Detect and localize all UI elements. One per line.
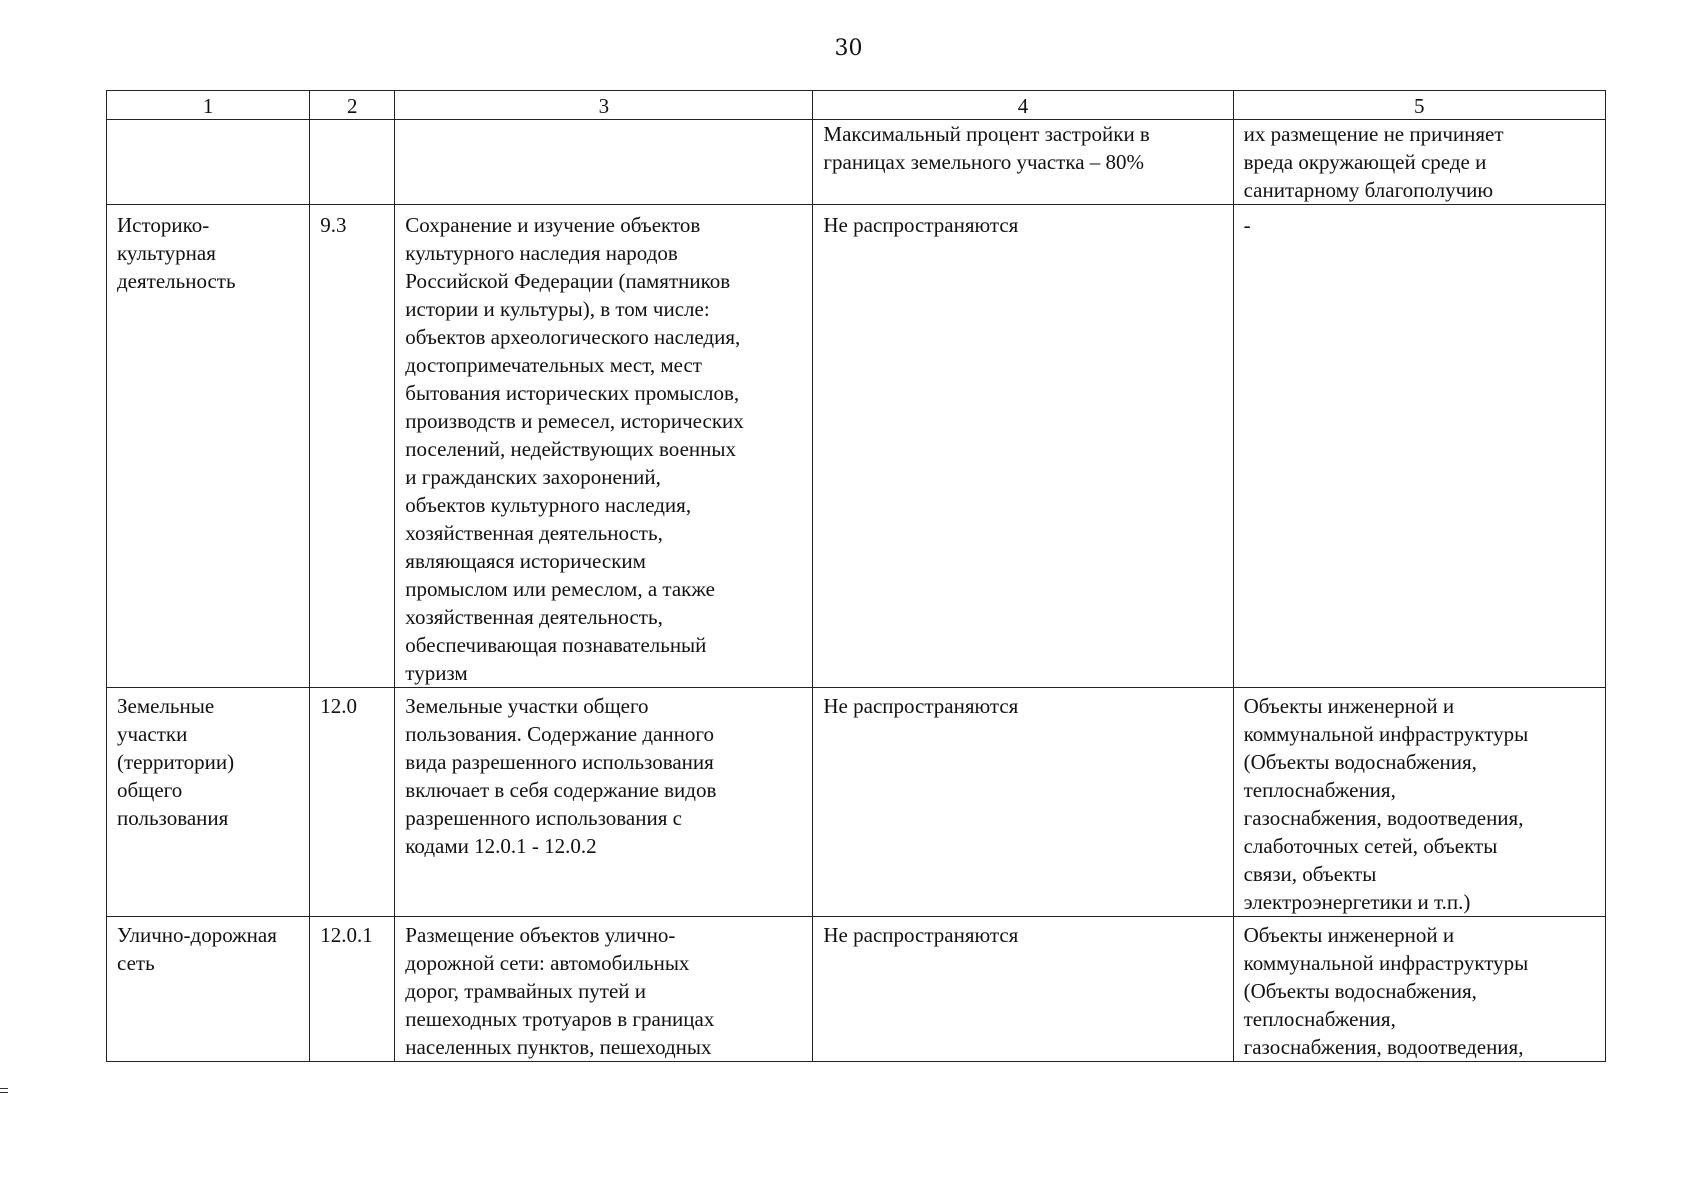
cell-params: Не распространяются <box>813 917 1233 1062</box>
cell-code: 12.0.1 <box>310 917 395 1062</box>
margin-mark <box>0 1088 8 1093</box>
cell-code: 9.3 <box>310 205 395 688</box>
column-header-5: 5 <box>1233 91 1605 120</box>
cell-description: Земельные участки общего пользования. Содержание данного вида разрешенного использования включает в себя содержание видов разрешенного использования с кодами 12.0.1 - 12.0.2 <box>395 688 813 917</box>
cell-params: Не распространяются <box>813 205 1233 688</box>
cell-params: Не распространяются <box>813 688 1233 917</box>
cell-notes: их размещение не причиняет вреда окружающей среде и санитарному благополучию <box>1233 120 1605 205</box>
cell-notes: - <box>1233 205 1605 688</box>
cell-code: 12.0 <box>310 688 395 917</box>
column-header-4: 4 <box>813 91 1233 120</box>
column-header-1: 1 <box>107 91 310 120</box>
column-header-2: 2 <box>310 91 395 120</box>
cell-notes: Объекты инженерной и коммунальной инфраструктуры (Объекты водоснабжения, теплоснабжения, газоснабжения, водоотведения, слаботочных сетей, объекты связи, объекты электроэнергетики и т.п.) <box>1233 688 1605 917</box>
land-use-table <box>106 90 1606 1062</box>
cell-notes: Объекты инженерной и коммунальной инфраструктуры (Объекты водоснабжения, теплоснабжения, газоснабжения, водоотведения, <box>1233 917 1605 1062</box>
cell-description <box>395 120 813 205</box>
cell-code <box>310 120 395 205</box>
column-header-3: 3 <box>395 91 813 120</box>
table-row <box>107 688 1606 917</box>
cell-params: Максимальный процент застройки в границах земельного участка – 80% <box>813 120 1233 205</box>
cell-description: Размещение объектов улично- дорожной сети: автомобильных дорог, трамвайных путей и пешеходных тротуаров в границах населенных пунктов, пешеходных <box>395 917 813 1062</box>
table-row <box>107 120 1606 205</box>
header-row <box>107 91 1606 120</box>
table-row <box>107 205 1606 688</box>
table-row <box>107 917 1606 1062</box>
cell-description: Сохранение и изучение объектов культурного наследия народов Российской Федерации (памятников истории и культуры), в том числе: объектов археологического наследия, достопримечательных мест, мест бытования исторических промыслов, производств и ремесел, исторических поселений, недействующих военных и гражданских захоронений, объектов культурного наследия, хозяйственная деятельность, являющаяся историческим промыслом или ремеслом, а также хозяйственная деятельность, обеспечивающая познавательный туризм <box>395 205 813 688</box>
cell-name: Улично-дорожная сеть <box>107 917 310 1062</box>
page-number: 30 <box>834 36 863 61</box>
cell-name: Историко- культурная деятельность <box>107 205 310 688</box>
cell-name <box>107 120 310 205</box>
cell-name: Земельные участки (территории) общего пользования <box>107 688 310 917</box>
